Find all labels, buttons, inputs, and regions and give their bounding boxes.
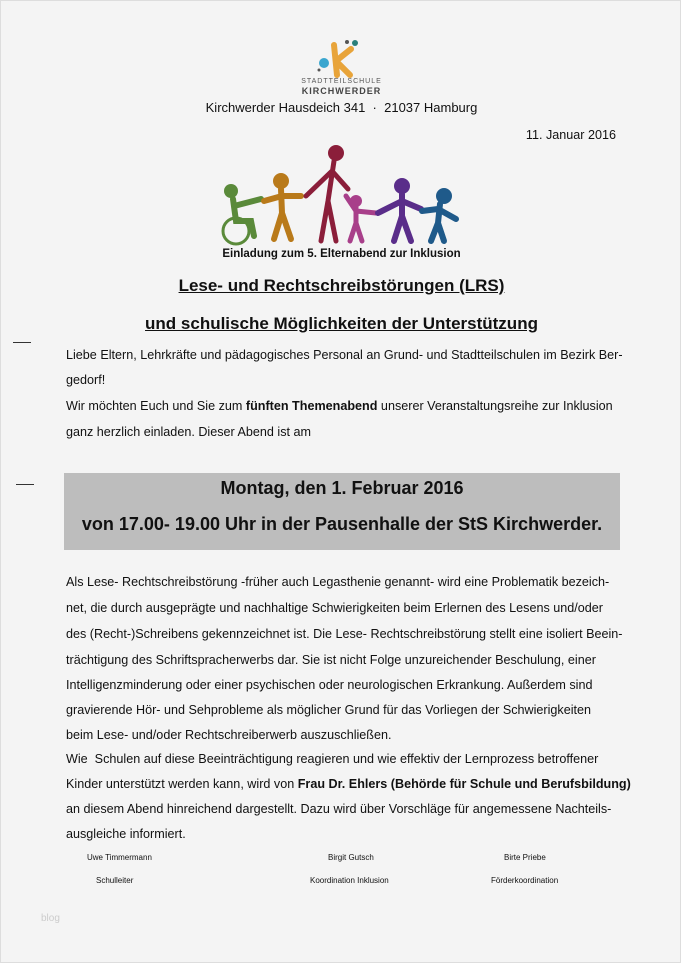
description-line: Wie Schulen auf diese Beeinträchtigung reagieren und wie effektiv der Lernprozess betroffener (66, 752, 599, 766)
date: 11. Januar 2016 (525, 128, 616, 142)
logo-text-bottom: KIRCHWERDER (301, 86, 382, 96)
intro-line: ganz herzlich einladen. Dieser Abend ist am (66, 425, 312, 439)
signature-name: Birgit Gutsch (328, 853, 374, 862)
signature-role: Förderkoordination (491, 876, 559, 885)
event-time-place: von 17.00- 19.00 Uhr in der Pausenhalle der StS Kirchwerder. (81, 514, 603, 534)
logo-text-top: STADTTEILSCHULE (301, 78, 382, 85)
school-logo (317, 37, 365, 79)
watermark: blog (41, 913, 60, 924)
description-line: beim Lese- und/oder Rechtschreiberwerb auszuschließen. (66, 728, 392, 742)
intro-line: gedorf! (66, 373, 106, 387)
inclusion-illustration (216, 141, 466, 246)
title-line-2: und schulische Möglichkeiten der Unterstützung (145, 314, 538, 333)
illustration-caption: Einladung zum 5. Elternabend zur Inklusion (222, 248, 461, 260)
description-line: ausgleiche informiert. (66, 827, 186, 841)
description-line: Kinder unterstützt werden kann, wird von Frau Dr. Ehlers (Behörde für Schule und Berufsbildung) (66, 777, 631, 791)
description-line: des (Recht-)Schreibens gekennzeichnet ist. Die Lese- Rechtschreibstörung stellt eine isoliert Beein- (66, 627, 623, 641)
margin-mark (13, 342, 31, 343)
signature-name: Birte Priebe (504, 853, 546, 862)
address: Kirchwerder Hausdeich 341 · 21037 Hamburg (205, 100, 478, 115)
signature-name: Uwe Timmermann (87, 853, 152, 862)
description-line: net, die durch ausgeprägte und nachhaltige Schwierigkeiten beim Erlernen des Lesens und/oder (66, 601, 603, 615)
description-line: trächtigung des Schriftspracherwerbs dar. Sie ist nicht Folge unzureichender Beschulung, einer (66, 653, 596, 667)
title-line-1: Lese- und Rechtschreibstörungen (LRS) (178, 276, 505, 295)
description-line: Intelligenzminderung oder einer psychischen oder neurologischen Erkrankung. Außerdem sind (66, 678, 593, 692)
description-line: an diesem Abend hinreichend dargestellt. Dazu wird über Vorschläge für angemessene Nachteils- (66, 802, 612, 816)
margin-mark (16, 484, 34, 485)
description-line: gravierende Hör- und Sehprobleme als möglicher Grund für das Vorliegen der Schwierigkeiten (66, 703, 592, 717)
event-banner (64, 473, 620, 550)
signature-role: Schulleiter (96, 876, 134, 885)
description-line: Als Lese- Rechtschreibstörung -früher auch Legasthenie genannt- wird eine Problematik bezeich- (66, 575, 610, 589)
intro-line: Wir möchten Euch und Sie zum fünften Themenabend unserer Veranstaltungsreihe zur Inklusion (66, 399, 613, 413)
intro-line: Liebe Eltern, Lehrkräfte und pädagogisches Personal an Grund- und Stadtteilschulen im Bezirk Ber- (66, 348, 623, 362)
signature-role: Koordination Inklusion (310, 876, 389, 885)
event-date: Montag, den 1. Februar 2016 (220, 478, 464, 498)
